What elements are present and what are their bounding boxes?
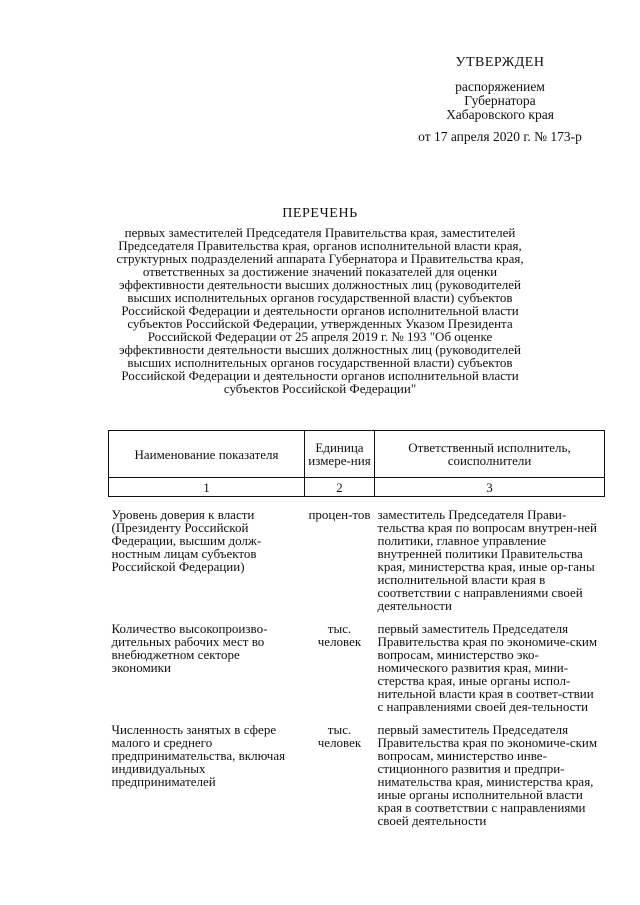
responsible-cell: первый заместитель Председателя Правительства края по экономиче-ским вопросам, министерство инве-стиционного развития и предпри-нимательства края, министерства края, иные органы исполнительной власти края в соответствии с направлениями своей деятельности — [377, 722, 598, 828]
indicator-cell: Уровень доверия к власти (Президенту Российской Федерации, высшим долж-ностным лицам субъектов Российской Федерации) — [111, 507, 262, 574]
table-row — [109, 713, 605, 827]
table-header-row — [109, 431, 605, 478]
table-row — [109, 497, 605, 613]
indicator-cell: Количество высокопроизво-дительных рабочих мест во внебюджетном секторе экономики — [111, 621, 268, 675]
document-title: ПЕРЕЧЕНЬ — [282, 206, 358, 221]
indicators-table — [108, 430, 605, 827]
unit-cell: тыс. человек — [317, 621, 362, 649]
indicator-cell: Численность занятых в сфере малого и среднего предпринимательства, включая индивидуальных предпринимателей — [111, 722, 286, 789]
header-indicator: Наименование показателя — [109, 431, 305, 478]
document-subtitle: первых заместителей Председателя Правительства края, заместителей Председателя Правительства края, органов исполнительной власти края, структурных подразделений аппарата Губернатора и Правительства края, ответственных за достижение значений показателей для оценки эффективности деятельности высших должностных лиц (руководителей высших исполнительных органов государственной власти) субъектов Российской Федерации и деятельности органов исполнительной власти субъектов Российской Федерации, утвержденных Указом Президента Российской Федерации от 25 апреля 2019 г. № 193 "Об оценке эффективности деятельности высших должностных лиц (руководителей высших исполнительных органов государственной власти) субъектов Российской Федерации и деятельности органов исполнительной власти субъектов Российской Федерации" — [116, 225, 524, 396]
table-column-numbers-row — [109, 478, 605, 497]
approval-date: от 17 апреля 2020 г. № 173-р — [418, 129, 582, 144]
column-number: 3 — [375, 478, 605, 497]
approval-block — [400, 56, 600, 144]
approval-line-governor: Губернатора — [464, 93, 536, 108]
header-unit: Единица измере-ния — [305, 431, 375, 478]
responsible-cell: заместитель Председателя Прави-тельства края по вопросам внутрен-ней политики, главное управление внутренней политики Правительства края, министерства края, иные ор-ганы исполнительной власти края в соответствии с направлениями своей деятельности — [377, 507, 598, 613]
column-number: 2 — [305, 478, 375, 497]
table-row — [109, 612, 605, 713]
column-number: 1 — [109, 478, 305, 497]
approval-line-region: Хабаровского края — [446, 107, 554, 122]
unit-cell: процен-тов — [308, 507, 371, 522]
header-responsible: Ответственный исполнитель, соисполнители — [375, 431, 605, 478]
responsible-cell: первый заместитель Председателя Правительства края по экономиче-ским вопросам, министерство эко-номического развития края, мини-стерства края, иные органы испол-нительной власти края в соответ-ствии с направлениями своей дея-тельности — [377, 621, 598, 714]
approval-heading: УТВЕРЖДЕН — [455, 55, 545, 70]
unit-cell: тыс. человек — [317, 722, 362, 750]
approval-line-order: распоряжением — [455, 79, 545, 94]
